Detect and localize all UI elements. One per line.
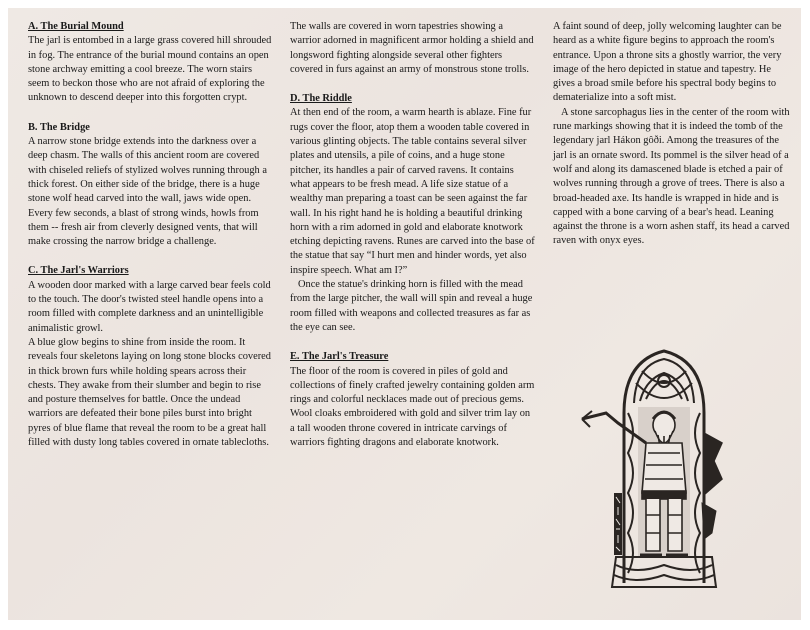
section-body: The floor of the room is covered in piles of gold and collections of finely crafted jewelry containing golden arm rings and colorful necklaces made out of precious gems. Wool cloaks embroidered with gold and silver trim lay on a tall wooden throne covered in intricate carvings of warriors fighting dragons and elaborate knotwork.: [290, 365, 535, 449]
section-body: A stone sarcophagus lies in the center of the room with rune markings showing that it is indeed the tomb of the legendary jarl Hákon gôði. Among the treasures of the jarl is an ornate sword. Its pommel is the silver head of a wolf and along its damascened blade is etched a pair of wolves running through a grove of trees. There is also a broad-headed axe. Its handle is wrapped in hide and is capped with a bone carving of a bear's head. Leaning against the throne is a worn ashen staff, its head a carved raven with onyx eyes.: [553, 106, 790, 247]
section-body: The walls are covered in worn tapestries showing a warrior adorned in magnificent armor holding a shield and longsword fighting alongside several other fighters covered in furs against an army of monstrous stone trolls.: [290, 21, 534, 75]
section-title: A. The Burial Mound: [28, 21, 124, 32]
section-body: At then end of the room, a warm hearth is ablaze. Fine fur rugs cover the floor, atop them a wooden table covered in various glinting objects. The table contains several silver plates and utensils, a pile of coins, and a huge stone pitcher, its handles a pair of carved ravens. It contains what appears to be fresh mead. A life size statue of a wealthy man preparing a toast can be seen against the far wall. In his right hand he is holding a beautiful drinking horn with a rim adorned in gold and elaborate knotwork etching depicting ravens. Runes are carved into the base of the statue that say “I hurt men and hinder words, yet also inspire speech. What am I?”: [290, 107, 535, 276]
section-title: C. The Jarl's Warriors: [28, 265, 129, 277]
section-jarls-warriors: [28, 264, 274, 450]
column-2: [290, 20, 536, 465]
section-title: E. The Jarl's Treasure: [290, 351, 389, 363]
section-body: Once the statue's drinking horn is filled with the mead from the large pitcher, the wall will spin and reveal a huge room filled with weapons and collected treasures as far as the eye can see.: [290, 279, 533, 333]
column-3: [553, 20, 791, 249]
section-burial-mound: [28, 20, 274, 106]
section-title: D. The Riddle: [290, 93, 352, 105]
section-body: A faint sound of deep, jolly welcoming laughter can be heard as a white figure begins to approach the room's entrance. Upon a throne sits a ghostly warrior, the very image of the hero depicted in statue and tapestry. He gives a broad smile before his spectral body begins to dematerialize into a soft mist.: [553, 21, 782, 104]
carved-warrior-on-throne-icon: [576, 343, 751, 591]
section-body: A wooden door marked with a large carved bear feels cold to the touch. The door's twisted steel handle opens into a room filled with complete darkness and an unintelligible animalistic growl.: [28, 279, 271, 334]
section-body: A blue glow begins to shine from inside the room. It reveals four skeletons laying on long stone blocks covered in thick brown furs while holding spears across their chests. They awake from their slumber and begin to rise and posture themselves for battle. Once the undead warriors are defeated their bone piles burst into bright pyres of blue flame that reveal the room to be a great hall filled with dusty long tables covered in ornate tablecloths.: [28, 336, 271, 449]
section-title: B. The Bridge: [28, 121, 90, 133]
section-jarls-treasure: [290, 350, 536, 450]
section-riddle: [290, 92, 536, 335]
section-body: The jarl is entombed in a large grass covered hill shrouded in fog. The entrance of the burial mound contains an open stone archway emitting a cool breeze. The worn stairs seem to beckon those who are not afraid of exploring the unknown to descend deeper into this forgotten crypt.: [28, 35, 272, 104]
section-bridge: [28, 121, 274, 250]
column-1: [28, 20, 274, 465]
section-jarls-warriors-continued: [290, 20, 536, 77]
section-body: A narrow stone bridge extends into the darkness over a deep chasm. The walls of this ancient room are covered with chiseled reliefs of stylized wolves running through a thick forest. On either side of the bridge, there is a huge stone wolf head carved into the wall, jaws wide open. Every few seconds, a blast of strong winds, howls from them -- fresh air from cleverly designed vents, that will make crossing the narrow bridge a challenge.: [28, 136, 267, 248]
